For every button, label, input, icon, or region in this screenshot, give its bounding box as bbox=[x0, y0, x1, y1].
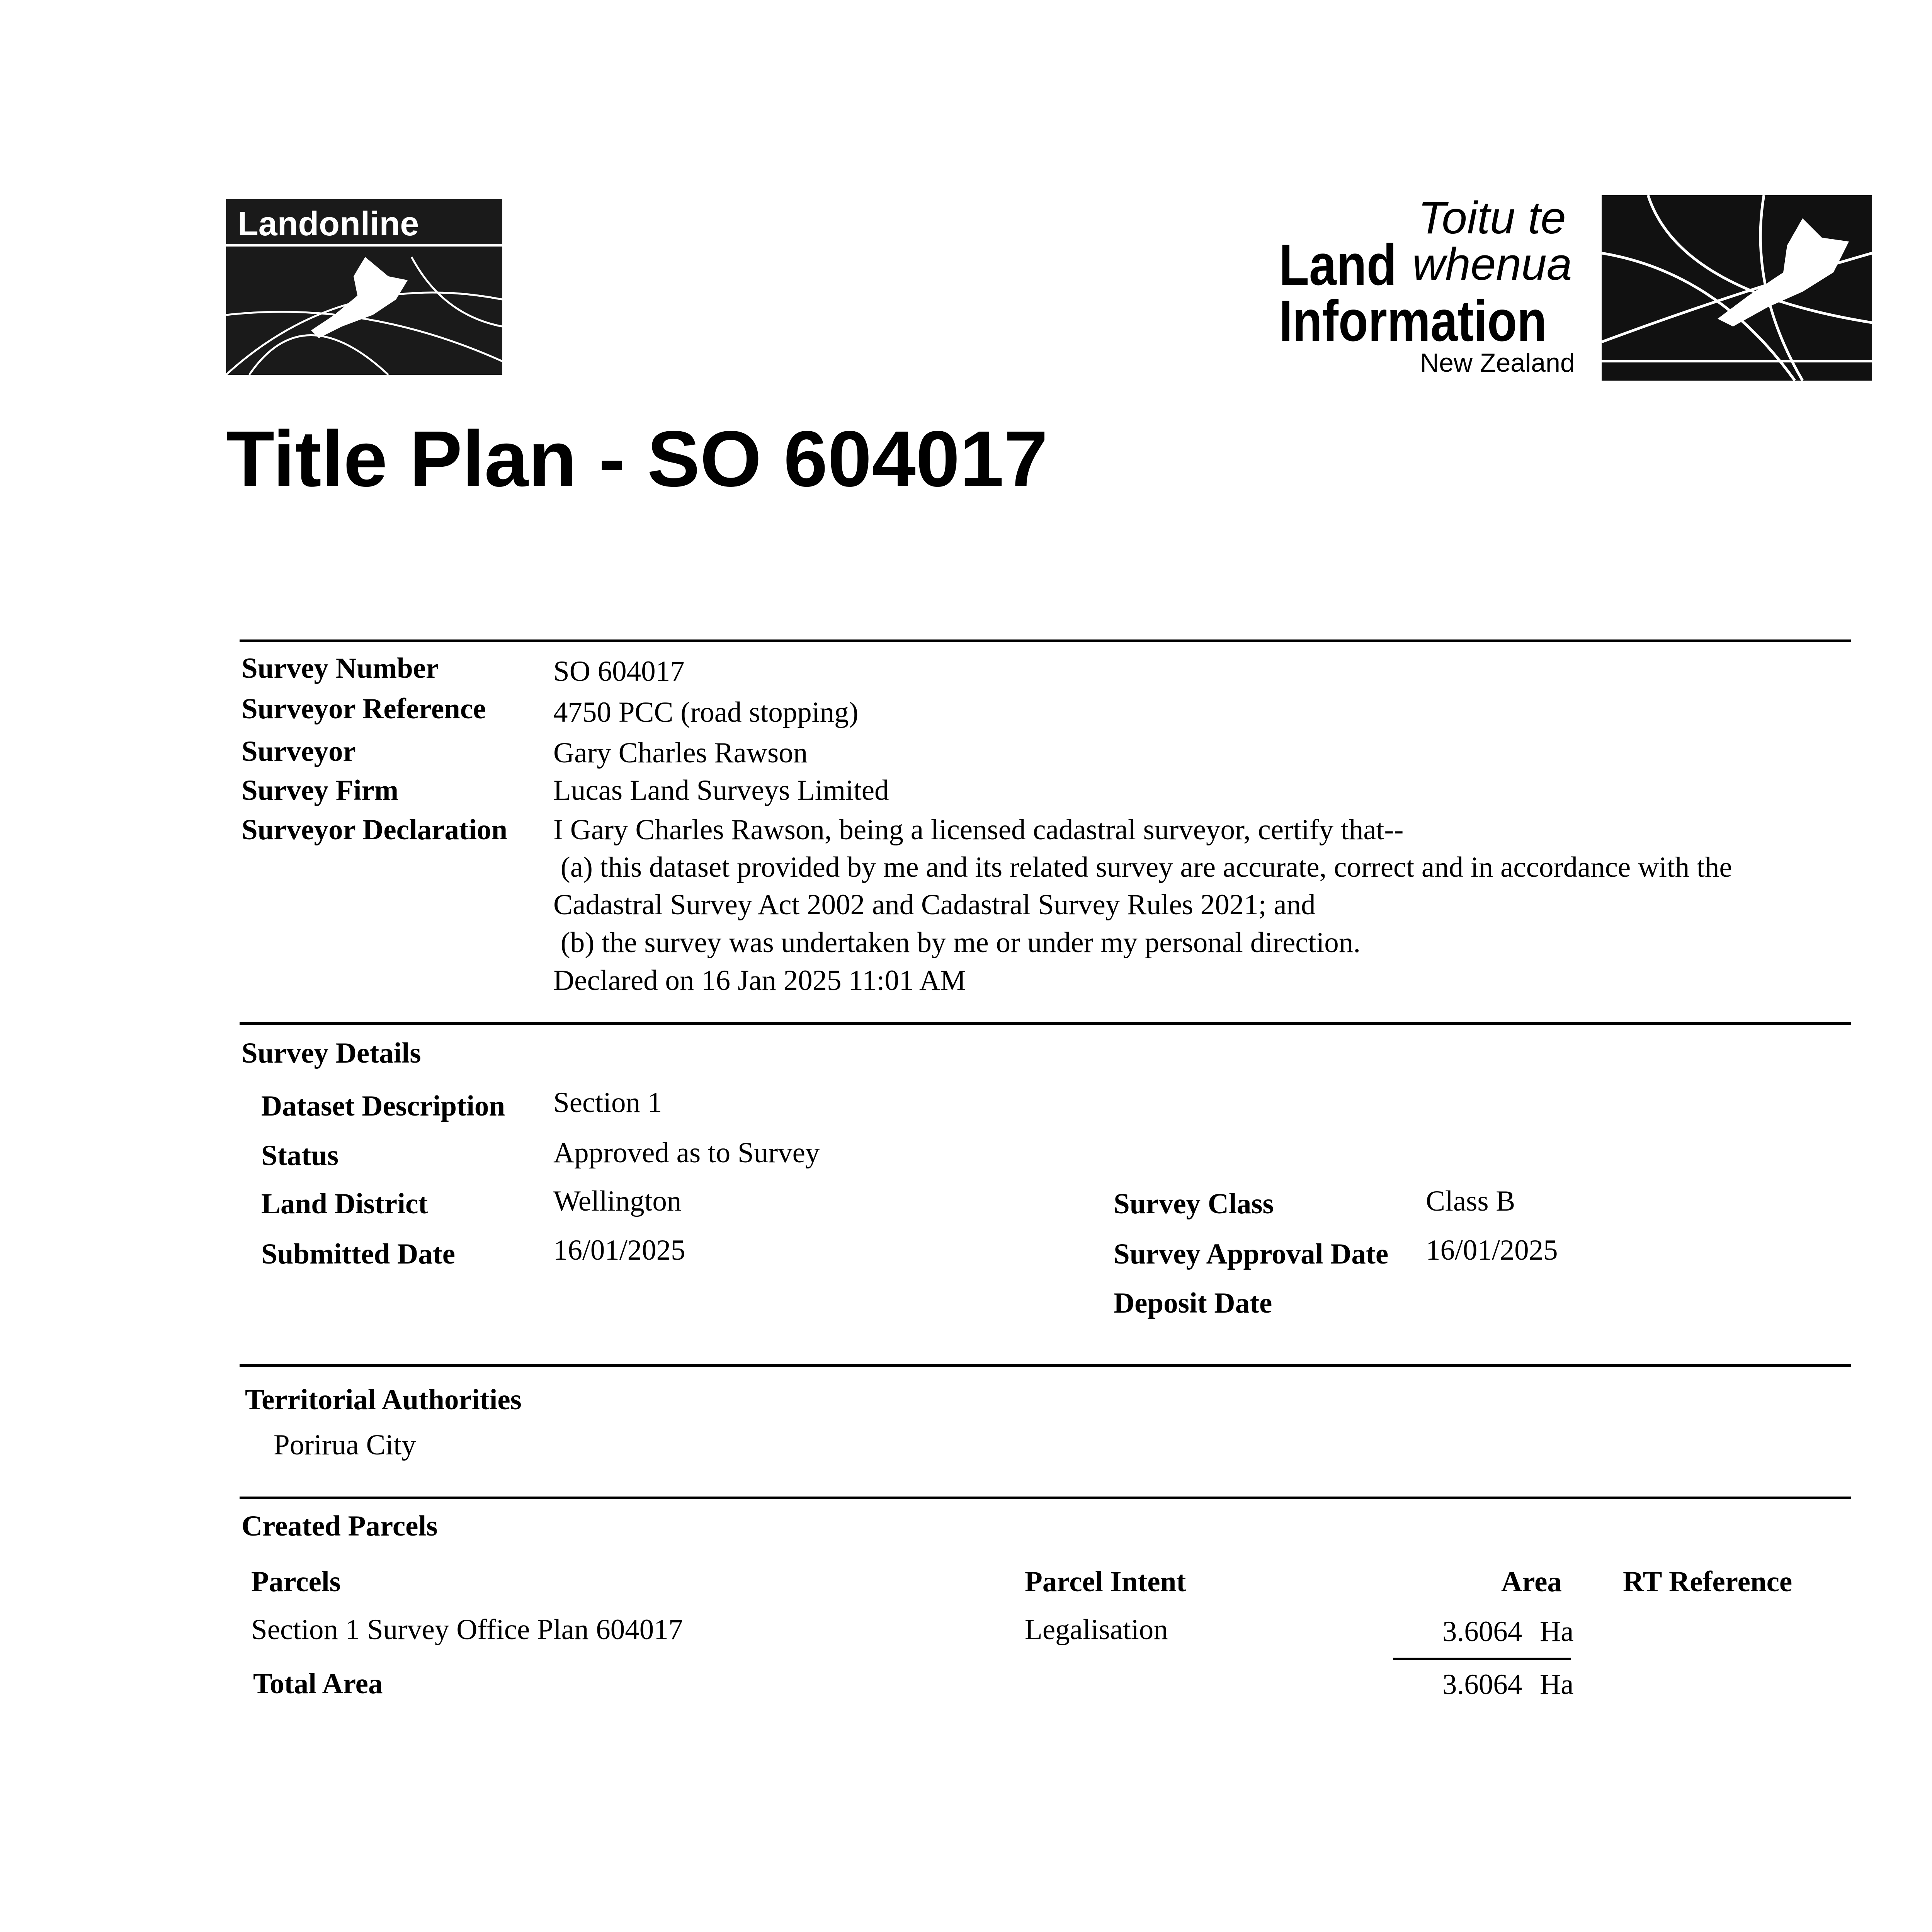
divider-survey-top bbox=[240, 639, 1851, 642]
status-label: Status bbox=[261, 1139, 339, 1172]
parcel-area-unit: Ha bbox=[1540, 1616, 1574, 1648]
survey-approval-date-value: 16/01/2025 bbox=[1426, 1234, 1558, 1266]
linz-logo-line2b: whenua bbox=[1412, 239, 1572, 290]
landonline-logo bbox=[226, 199, 502, 375]
survey-firm-label: Survey Firm bbox=[242, 774, 399, 806]
total-area-rule bbox=[1393, 1658, 1571, 1660]
divider-parcels-top bbox=[240, 1497, 1851, 1499]
survey-approval-date-label: Survey Approval Date bbox=[1114, 1238, 1389, 1270]
parcels-column-header: Parcels bbox=[251, 1566, 341, 1598]
survey-details-heading: Survey Details bbox=[242, 1037, 421, 1069]
deposit-date-label: Deposit Date bbox=[1114, 1287, 1272, 1319]
land-district-label: Land District bbox=[261, 1188, 428, 1220]
survey-class-label: Survey Class bbox=[1114, 1188, 1274, 1220]
declaration-line: Cadastral Survey Act 2002 and Cadastral Survey Rules 2021; and bbox=[553, 889, 1316, 921]
survey-class-value: Class B bbox=[1426, 1185, 1515, 1217]
parcel-area-cell: 3.6064 bbox=[1442, 1616, 1522, 1648]
linz-logo-graphic bbox=[1602, 195, 1872, 381]
rt-reference-column-header: RT Reference bbox=[1623, 1566, 1793, 1598]
linz-logo bbox=[1271, 192, 1872, 381]
surveyor-reference-value: 4750 PCC (road stopping) bbox=[553, 696, 859, 728]
dataset-description-label: Dataset Description bbox=[261, 1090, 505, 1122]
declaration-line: I Gary Charles Rawson, being a licensed cadastral surveyor, certify that-- bbox=[553, 814, 1404, 846]
declaration-line: Declared on 16 Jan 2025 11:01 AM bbox=[553, 964, 966, 997]
linz-logo-line2a: Land bbox=[1279, 232, 1397, 297]
territorial-authority-item: Porirua City bbox=[274, 1429, 416, 1461]
surveyor-value: Gary Charles Rawson bbox=[553, 737, 808, 769]
parcel-intent-cell: Legalisation bbox=[1025, 1614, 1168, 1646]
submitted-date-value: 16/01/2025 bbox=[553, 1234, 685, 1266]
dataset-description-value: Section 1 bbox=[553, 1087, 662, 1119]
parcel-intent-column-header: Parcel Intent bbox=[1025, 1566, 1186, 1598]
linz-logo-line4: New Zealand bbox=[1420, 348, 1575, 378]
landonline-logo-text: Landonline bbox=[238, 204, 419, 243]
total-area-label: Total Area bbox=[253, 1668, 383, 1700]
parcel-name-cell: Section 1 Survey Office Plan 604017 bbox=[251, 1614, 683, 1646]
status-value: Approved as to Survey bbox=[553, 1137, 820, 1169]
surveyor-label: Surveyor bbox=[242, 735, 356, 767]
declaration-line: (b) the survey was undertaken by me or under my personal direction. bbox=[553, 927, 1361, 959]
land-district-value: Wellington bbox=[553, 1185, 682, 1217]
survey-firm-value: Lucas Land Surveys Limited bbox=[553, 774, 889, 806]
linz-logo-line3: Information bbox=[1279, 288, 1547, 353]
page-title: Title Plan - SO 604017 bbox=[226, 415, 1048, 503]
surveyor-declaration-label: Surveyor Declaration bbox=[242, 814, 508, 846]
divider-details-top bbox=[240, 1022, 1851, 1025]
territorial-authorities-heading: Territorial Authorities bbox=[245, 1384, 522, 1416]
total-area-value: 3.6064 bbox=[1442, 1668, 1522, 1701]
survey-number-value: SO 604017 bbox=[553, 655, 685, 687]
divider-territorial-top bbox=[240, 1364, 1851, 1367]
total-area-unit: Ha bbox=[1540, 1668, 1574, 1701]
submitted-date-label: Submitted Date bbox=[261, 1238, 456, 1270]
declaration-line: (a) this dataset provided by me and its related survey are accurate, correct and in accordance with the bbox=[553, 851, 1732, 883]
created-parcels-heading: Created Parcels bbox=[242, 1510, 438, 1542]
surveyor-reference-label: Surveyor Reference bbox=[242, 693, 486, 725]
survey-number-label: Survey Number bbox=[242, 652, 439, 684]
linz-logo-line1: Toitu te bbox=[1418, 192, 1566, 243]
area-column-header: Area bbox=[1501, 1566, 1562, 1598]
